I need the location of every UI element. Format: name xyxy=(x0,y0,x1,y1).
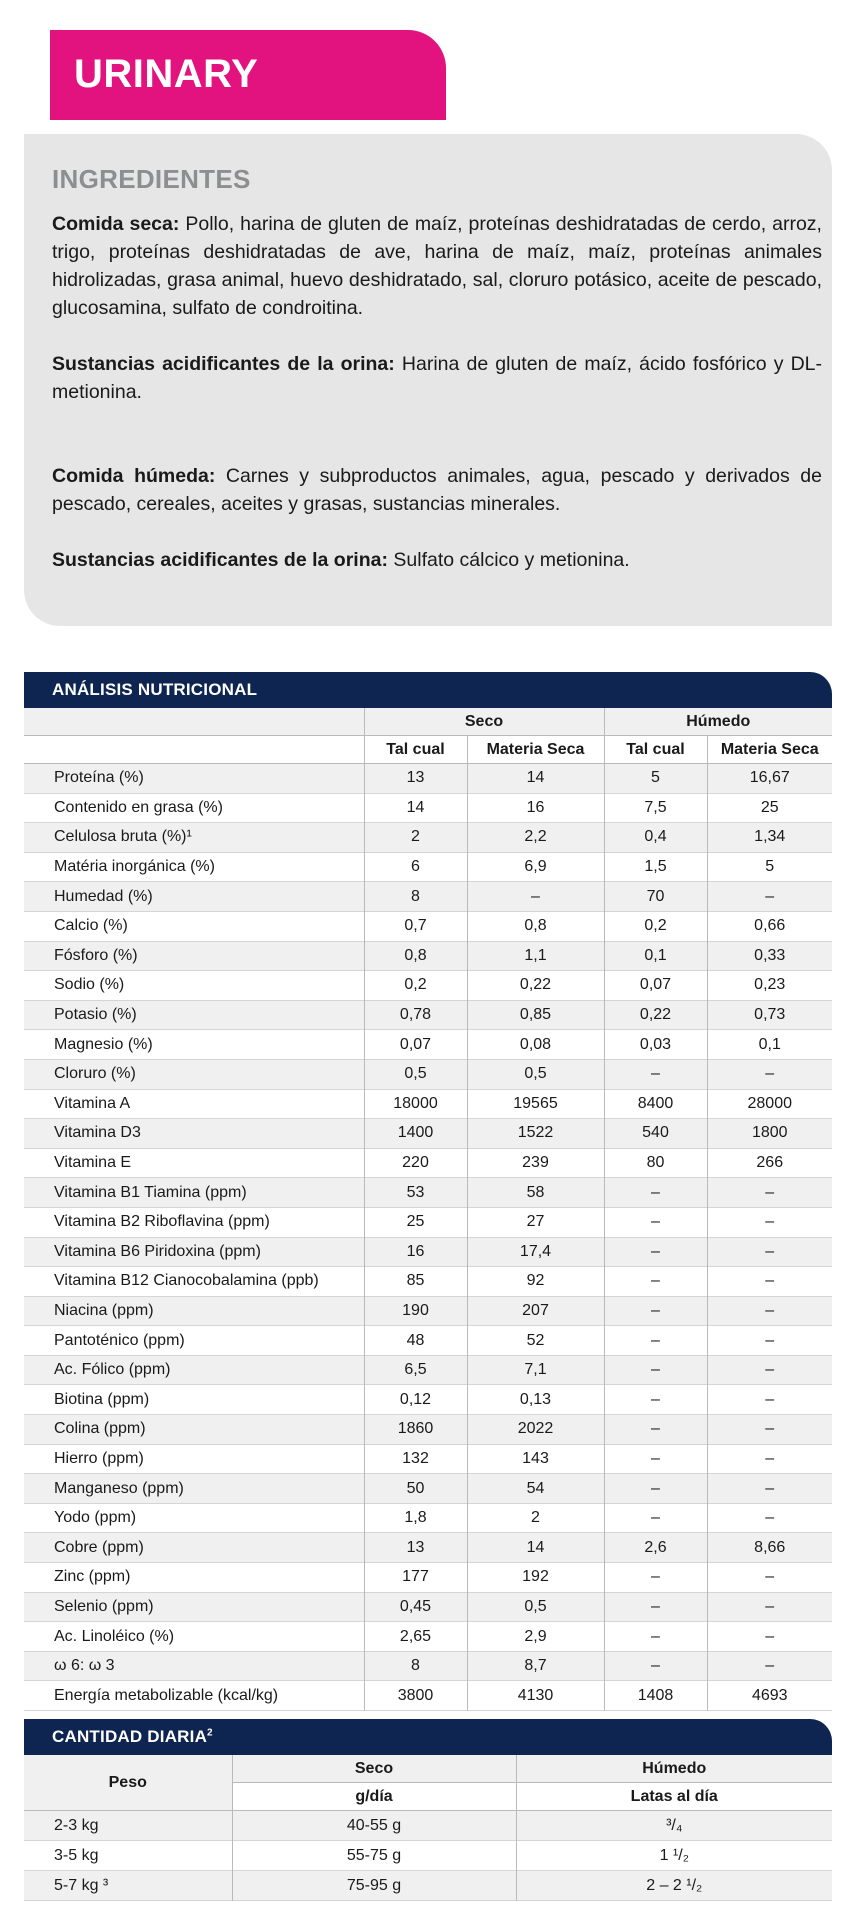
value-cell: 0,8 xyxy=(467,911,604,941)
row-label-cell: Manganeso (ppm) xyxy=(24,1474,364,1504)
ingredients-wet-text: Carnes y subproductos animales, agua, pescado y derivados de pescado, cereales, aceites y grasas, sustancias minerales. xyxy=(52,465,822,515)
row-label-cell: Colina (ppm) xyxy=(24,1415,364,1445)
value-cell: – xyxy=(707,1178,832,1208)
value-cell: 0,7 xyxy=(364,911,467,941)
value-cell: 5 xyxy=(707,852,832,882)
nutrition-table-row xyxy=(24,1059,832,1089)
value-cell: 1860 xyxy=(364,1415,467,1445)
value-cell: – xyxy=(604,1267,707,1297)
value-cell: 0,08 xyxy=(467,1030,604,1060)
value-cell: – xyxy=(707,1622,832,1652)
ingredients-panel xyxy=(24,134,832,626)
ingredients-wet-acidifiers xyxy=(52,546,822,574)
nutrition-table-row xyxy=(24,1385,832,1415)
nutrition-table-row xyxy=(24,1355,832,1385)
nutrition-corner-cell xyxy=(24,708,364,736)
value-cell: 8 xyxy=(364,882,467,912)
value-cell: – xyxy=(467,882,604,912)
nutrition-table-row xyxy=(24,1296,832,1326)
nutrition-table-row xyxy=(24,1000,832,1030)
value-cell: 1400 xyxy=(364,1119,467,1149)
value-cell: 28000 xyxy=(707,1089,832,1119)
value-cell: 92 xyxy=(467,1267,604,1297)
row-label-cell: Zinc (ppm) xyxy=(24,1563,364,1593)
value-cell: 16,67 xyxy=(707,764,832,794)
daily-title-text: CANTIDAD DIARIA xyxy=(52,1727,208,1746)
nutrition-table-row xyxy=(24,1267,832,1297)
value-cell: 177 xyxy=(364,1563,467,1593)
nutrition-table-row xyxy=(24,1503,832,1533)
row-label-cell: Calcio (%) xyxy=(24,911,364,941)
value-cell: – xyxy=(604,1622,707,1652)
value-cell: 2 xyxy=(467,1503,604,1533)
row-label-cell: 5-7 kg ³ xyxy=(24,1871,232,1901)
value-cell: 50 xyxy=(364,1474,467,1504)
value-cell: 0,13 xyxy=(467,1385,604,1415)
nutrition-title-band xyxy=(24,672,832,708)
daily-sub-header: Latas al día xyxy=(516,1783,832,1811)
row-label-cell: Cloruro (%) xyxy=(24,1059,364,1089)
nutrition-table-row xyxy=(24,1089,832,1119)
value-cell: 6,9 xyxy=(467,852,604,882)
value-cell: 14 xyxy=(364,793,467,823)
value-cell: 18000 xyxy=(364,1089,467,1119)
ingredients-wet xyxy=(52,462,822,518)
value-cell: 0,66 xyxy=(707,911,832,941)
value-cell: 16 xyxy=(467,793,604,823)
daily-title-band xyxy=(24,1719,832,1755)
nutrition-table-row xyxy=(24,1651,832,1681)
nutrition-sub-header: Tal cual xyxy=(364,736,467,764)
row-label-cell: 3-5 kg xyxy=(24,1841,232,1871)
value-cell: 0,85 xyxy=(467,1000,604,1030)
row-label-cell: 2-3 kg xyxy=(24,1811,232,1841)
value-cell: – xyxy=(604,1563,707,1593)
value-cell: 0,5 xyxy=(467,1059,604,1089)
nutrition-table-row xyxy=(24,941,832,971)
value-cell: 2,2 xyxy=(467,823,604,853)
value-cell: 8,7 xyxy=(467,1651,604,1681)
value-cell: 70 xyxy=(604,882,707,912)
value-cell: 52 xyxy=(467,1326,604,1356)
nutrition-table-row xyxy=(24,1563,832,1593)
value-cell: 143 xyxy=(467,1444,604,1474)
value-cell: 16 xyxy=(364,1237,467,1267)
value-cell: 2,9 xyxy=(467,1622,604,1652)
value-cell: 2,6 xyxy=(604,1533,707,1563)
nutrition-table-row xyxy=(24,911,832,941)
value-cell: 6 xyxy=(364,852,467,882)
value-cell: – xyxy=(604,1296,707,1326)
value-cell: 80 xyxy=(604,1148,707,1178)
value-cell: 0,1 xyxy=(707,1030,832,1060)
value-cell: 192 xyxy=(467,1563,604,1593)
row-label-cell: Proteína (%) xyxy=(24,764,364,794)
value-cell: 0,2 xyxy=(364,971,467,1001)
row-label-cell: ω 6: ω 3 xyxy=(24,1651,364,1681)
value-cell: 8,66 xyxy=(707,1533,832,1563)
value-cell: 7,5 xyxy=(604,793,707,823)
ingredients-dry-acidifiers-label: Sustancias acidificantes de la orina: xyxy=(52,353,395,375)
nutrition-group-header-row xyxy=(24,708,832,736)
value-cell: – xyxy=(604,1503,707,1533)
value-cell: – xyxy=(707,1296,832,1326)
row-label-cell: Sodio (%) xyxy=(24,971,364,1001)
row-label-cell: Pantoténico (ppm) xyxy=(24,1326,364,1356)
product-title-tab xyxy=(50,30,446,120)
value-cell: 0,33 xyxy=(707,941,832,971)
row-label-cell: Matéria inorgánica (%) xyxy=(24,852,364,882)
value-cell: 55-75 g xyxy=(232,1841,516,1871)
value-cell: 13 xyxy=(364,1533,467,1563)
nutrition-corner-cell xyxy=(24,736,364,764)
nutrition-table xyxy=(24,708,832,1711)
daily-group-header-row xyxy=(24,1755,832,1783)
daily-group-header: Húmedo xyxy=(516,1755,832,1783)
value-cell: – xyxy=(604,1326,707,1356)
nutrition-table-row xyxy=(24,1178,832,1208)
row-label-cell: Vitamina B1 Tiamina (ppm) xyxy=(24,1178,364,1208)
nutrition-table-row xyxy=(24,1030,832,1060)
row-label-cell: Ac. Linoléico (%) xyxy=(24,1622,364,1652)
row-label-cell: Vitamina E xyxy=(24,1148,364,1178)
value-cell: 1,34 xyxy=(707,823,832,853)
value-cell: 207 xyxy=(467,1296,604,1326)
value-cell: 239 xyxy=(467,1148,604,1178)
row-label-cell: Vitamina D3 xyxy=(24,1119,364,1149)
value-cell: 2 xyxy=(364,823,467,853)
value-cell: – xyxy=(604,1415,707,1445)
nutrition-table-row xyxy=(24,823,832,853)
row-label-cell: Humedad (%) xyxy=(24,882,364,912)
nutrition-table-row xyxy=(24,764,832,794)
row-label-cell: Niacina (ppm) xyxy=(24,1296,364,1326)
nutrition-table-row xyxy=(24,1148,832,1178)
nutrition-table-row xyxy=(24,1533,832,1563)
value-cell: 5 xyxy=(604,764,707,794)
value-cell: – xyxy=(604,1237,707,1267)
value-cell: 0,73 xyxy=(707,1000,832,1030)
value-cell: 0,07 xyxy=(604,971,707,1001)
product-title: URINARY xyxy=(74,52,259,96)
value-cell: 1408 xyxy=(604,1681,707,1711)
value-cell: – xyxy=(604,1474,707,1504)
nutrition-table-row xyxy=(24,1474,832,1504)
ingredients-wet-acidifiers-text: Sulfato cálcico y metionina. xyxy=(387,549,630,571)
value-cell: – xyxy=(707,1237,832,1267)
nutrition-sub-header: Tal cual xyxy=(604,736,707,764)
value-cell: 1,5 xyxy=(604,852,707,882)
ingredients-heading: INGREDIENTES xyxy=(52,164,251,194)
value-cell: 0,2 xyxy=(604,911,707,941)
value-cell: 40-55 g xyxy=(232,1811,516,1841)
daily-sub-header: g/día xyxy=(232,1783,516,1811)
ingredients-dry-label: Comida seca: xyxy=(52,213,180,235)
value-cell: 58 xyxy=(467,1178,604,1208)
value-cell: 0,78 xyxy=(364,1000,467,1030)
value-cell: 7,1 xyxy=(467,1355,604,1385)
row-label-cell: Biotina (ppm) xyxy=(24,1385,364,1415)
nutrition-table-row xyxy=(24,852,832,882)
value-cell: – xyxy=(604,1207,707,1237)
value-cell: 1 ¹/₂ xyxy=(516,1841,832,1871)
value-cell: 1522 xyxy=(467,1119,604,1149)
row-label-cell: Potasio (%) xyxy=(24,1000,364,1030)
value-cell: – xyxy=(604,1651,707,1681)
value-cell: 8400 xyxy=(604,1089,707,1119)
row-label-cell: Ac. Fólico (ppm) xyxy=(24,1355,364,1385)
row-label-cell: Contenido en grasa (%) xyxy=(24,793,364,823)
value-cell: 75-95 g xyxy=(232,1871,516,1901)
nutrition-group-header: Seco xyxy=(364,708,604,736)
value-cell: – xyxy=(707,1326,832,1356)
row-label-cell: Energía metabolizable (kcal/kg) xyxy=(24,1681,364,1711)
value-cell: – xyxy=(604,1385,707,1415)
nutrition-table-row xyxy=(24,882,832,912)
value-cell: 0,03 xyxy=(604,1030,707,1060)
value-cell: 85 xyxy=(364,1267,467,1297)
value-cell: – xyxy=(707,1355,832,1385)
nutrition-table-row xyxy=(24,793,832,823)
value-cell: – xyxy=(707,1207,832,1237)
nutrition-sub-header: Materia Seca xyxy=(467,736,604,764)
value-cell: – xyxy=(707,1267,832,1297)
value-cell: 0,22 xyxy=(604,1000,707,1030)
value-cell: 2,65 xyxy=(364,1622,467,1652)
value-cell: 1800 xyxy=(707,1119,832,1149)
nutrition-table-row xyxy=(24,1592,832,1622)
value-cell: 27 xyxy=(467,1207,604,1237)
value-cell: 25 xyxy=(707,793,832,823)
value-cell: 0,07 xyxy=(364,1030,467,1060)
value-cell: 0,4 xyxy=(604,823,707,853)
nutrition-table-row xyxy=(24,1681,832,1711)
value-cell: 2022 xyxy=(467,1415,604,1445)
value-cell: 53 xyxy=(364,1178,467,1208)
row-label-cell: Vitamina B12 Cianocobalamina (ppb) xyxy=(24,1267,364,1297)
nutrition-table-row xyxy=(24,1237,832,1267)
nutrition-table-row xyxy=(24,1326,832,1356)
daily-table-row xyxy=(24,1841,832,1871)
ingredients-dry-text: Pollo, harina de gluten de maíz, proteínas deshidratadas de cerdo, arroz, trigo, proteínas deshidratadas de ave, harina de maíz, maíz, proteínas animales hidrolizadas, grasa animal, huevo deshidratado, sal, cloruro potásico, aceite de pescado, glucosamina, sulfato de condroitina. xyxy=(52,213,822,319)
nutrition-table-row xyxy=(24,971,832,1001)
value-cell: 0,5 xyxy=(364,1059,467,1089)
value-cell: 14 xyxy=(467,1533,604,1563)
value-cell: 0,8 xyxy=(364,941,467,971)
value-cell: 13 xyxy=(364,764,467,794)
value-cell: 266 xyxy=(707,1148,832,1178)
value-cell: 0,1 xyxy=(604,941,707,971)
nutrition-table-row xyxy=(24,1622,832,1652)
value-cell: 54 xyxy=(467,1474,604,1504)
daily-title-footnote: 2 xyxy=(207,1727,213,1739)
value-cell: 1,8 xyxy=(364,1503,467,1533)
value-cell: 220 xyxy=(364,1148,467,1178)
row-label-cell: Celulosa bruta (%)¹ xyxy=(24,823,364,853)
value-cell: 0,12 xyxy=(364,1385,467,1415)
ingredients-dry xyxy=(52,210,822,322)
value-cell: – xyxy=(707,1444,832,1474)
daily-table-row xyxy=(24,1811,832,1841)
value-cell: – xyxy=(604,1444,707,1474)
value-cell: 0,22 xyxy=(467,971,604,1001)
value-cell: – xyxy=(707,1651,832,1681)
row-label-cell: Cobre (ppm) xyxy=(24,1533,364,1563)
value-cell: – xyxy=(604,1355,707,1385)
value-cell: 190 xyxy=(364,1296,467,1326)
value-cell: 19565 xyxy=(467,1089,604,1119)
value-cell: 17,4 xyxy=(467,1237,604,1267)
nutrition-table-row xyxy=(24,1119,832,1149)
row-label-cell: Fósforo (%) xyxy=(24,941,364,971)
value-cell: 4130 xyxy=(467,1681,604,1711)
ingredients-wet-acidifiers-label: Sustancias acidificantes de la orina: xyxy=(52,549,388,571)
value-cell: 1,1 xyxy=(467,941,604,971)
value-cell: 2 – 2 ¹/₂ xyxy=(516,1871,832,1901)
row-label-cell: Yodo (ppm) xyxy=(24,1503,364,1533)
daily-weight-header: Peso xyxy=(24,1755,232,1811)
value-cell: – xyxy=(707,882,832,912)
row-label-cell: Selenio (ppm) xyxy=(24,1592,364,1622)
nutrition-table-row xyxy=(24,1415,832,1445)
value-cell: 4693 xyxy=(707,1681,832,1711)
value-cell: – xyxy=(707,1415,832,1445)
row-label-cell: Vitamina B2 Riboflavina (ppm) xyxy=(24,1207,364,1237)
nutrition-title: ANÁLISIS NUTRICIONAL xyxy=(52,680,258,699)
value-cell: 3800 xyxy=(364,1681,467,1711)
value-cell: – xyxy=(604,1592,707,1622)
daily-table-row xyxy=(24,1871,832,1901)
ingredients-dry-acidifiers xyxy=(52,350,822,406)
nutrition-sub-header-row xyxy=(24,736,832,764)
value-cell: – xyxy=(707,1592,832,1622)
value-cell: 0,45 xyxy=(364,1592,467,1622)
daily-title xyxy=(52,1727,213,1747)
value-cell: 0,23 xyxy=(707,971,832,1001)
value-cell: 8 xyxy=(364,1651,467,1681)
daily-amount-section xyxy=(24,1719,832,1901)
value-cell: ³/₄ xyxy=(516,1811,832,1841)
value-cell: 48 xyxy=(364,1326,467,1356)
value-cell: – xyxy=(707,1503,832,1533)
daily-group-header: Seco xyxy=(232,1755,516,1783)
nutrition-table-row xyxy=(24,1207,832,1237)
value-cell: – xyxy=(707,1059,832,1089)
value-cell: – xyxy=(604,1059,707,1089)
value-cell: – xyxy=(707,1385,832,1415)
value-cell: 6,5 xyxy=(364,1355,467,1385)
nutrition-sub-header: Materia Seca xyxy=(707,736,832,764)
value-cell: – xyxy=(604,1178,707,1208)
ingredients-dry-acidifiers-text: Harina de gluten de maíz, ácido fosfórico y DL-metionina. xyxy=(52,353,822,403)
value-cell: 14 xyxy=(467,764,604,794)
value-cell: – xyxy=(707,1474,832,1504)
daily-amount-table xyxy=(24,1755,832,1901)
value-cell: 25 xyxy=(364,1207,467,1237)
row-label-cell: Vitamina B6 Piridoxina (ppm) xyxy=(24,1237,364,1267)
ingredients-wet-label: Comida húmeda: xyxy=(52,465,216,487)
value-cell: – xyxy=(707,1563,832,1593)
value-cell: 132 xyxy=(364,1444,467,1474)
row-label-cell: Vitamina A xyxy=(24,1089,364,1119)
nutrition-table-row xyxy=(24,1444,832,1474)
row-label-cell: Magnesio (%) xyxy=(24,1030,364,1060)
nutrition-group-header: Húmedo xyxy=(604,708,832,736)
nutrition-table-section xyxy=(24,672,832,1711)
value-cell: 0,5 xyxy=(467,1592,604,1622)
row-label-cell: Hierro (ppm) xyxy=(24,1444,364,1474)
value-cell: 540 xyxy=(604,1119,707,1149)
